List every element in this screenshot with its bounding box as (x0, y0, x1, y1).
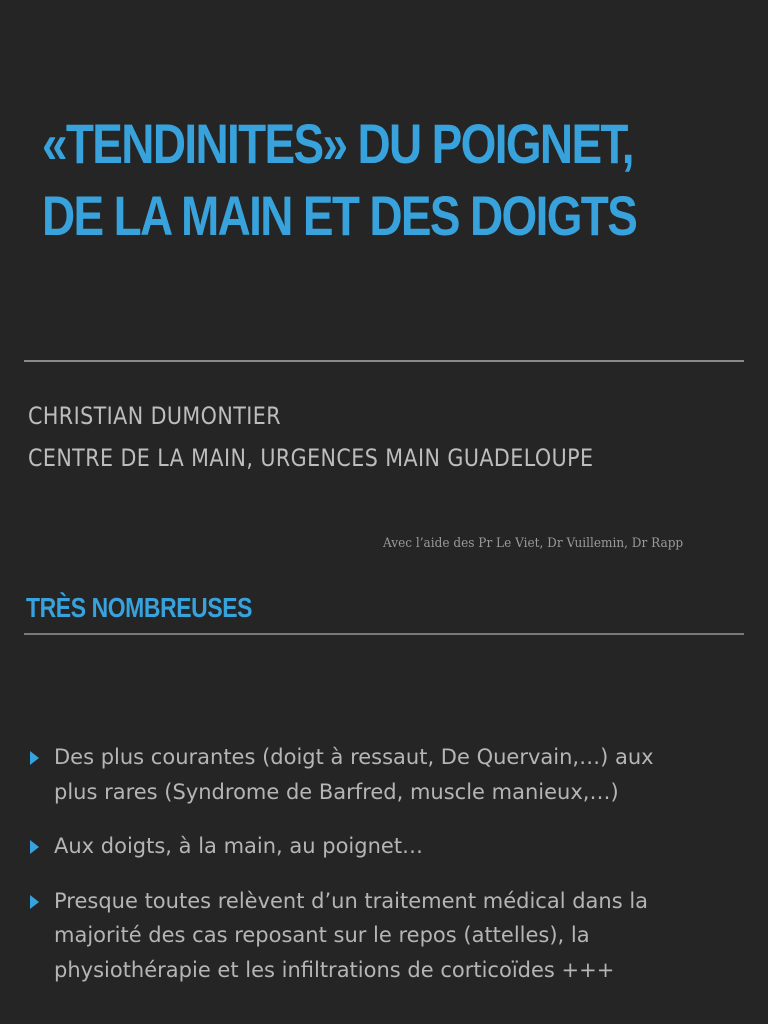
author-block (28, 395, 593, 479)
bullet-line: Aux doigts, à la main, au poignet… (54, 834, 424, 858)
slide-title-line-2: DE LA MAIN ET DES DOIGTS (42, 184, 637, 247)
author-name: CHRISTIAN DUMONTIER (28, 402, 282, 430)
triangle-right-icon (30, 829, 54, 854)
bullet-line: majorité des cas reposant sur le repos (attelles), la (54, 923, 590, 947)
section-title: TRÈS NOMBREUSES (26, 592, 253, 623)
bullet-text (54, 829, 423, 864)
bullet-line: Des plus courantes (doigt à ressaut, De Quervain,…) aux (54, 745, 654, 769)
triangle-right-icon (30, 884, 54, 909)
slide-title-line-1: «TENDINITES» DU POIGNET, (42, 112, 633, 175)
triangle-right-icon (30, 740, 54, 765)
title-divider (24, 360, 744, 362)
author-affiliation: CENTRE DE LA MAIN, URGENCES MAIN GUADELOUPE (28, 444, 594, 472)
bullet-line: Presque toutes relèvent d’un traitement médical dans la (54, 888, 649, 913)
bullet-item (30, 740, 730, 809)
section-divider (24, 633, 744, 635)
slide-title (42, 108, 637, 252)
bullet-line: plus rares (Syndrome de Barfred, muscle manieux,…) (54, 779, 619, 804)
credits-note: Avec l’aide des Pr Le Viet, Dr Vuillemin, Dr Rapp (383, 536, 684, 551)
bullet-item (30, 884, 730, 988)
bullet-text (54, 884, 648, 988)
bullet-list (30, 740, 730, 1007)
bullet-item (30, 829, 730, 864)
bullet-text (54, 740, 654, 809)
bullet-line: physiothérapie et les infiltrations de corticoïdes +++ (54, 957, 615, 982)
